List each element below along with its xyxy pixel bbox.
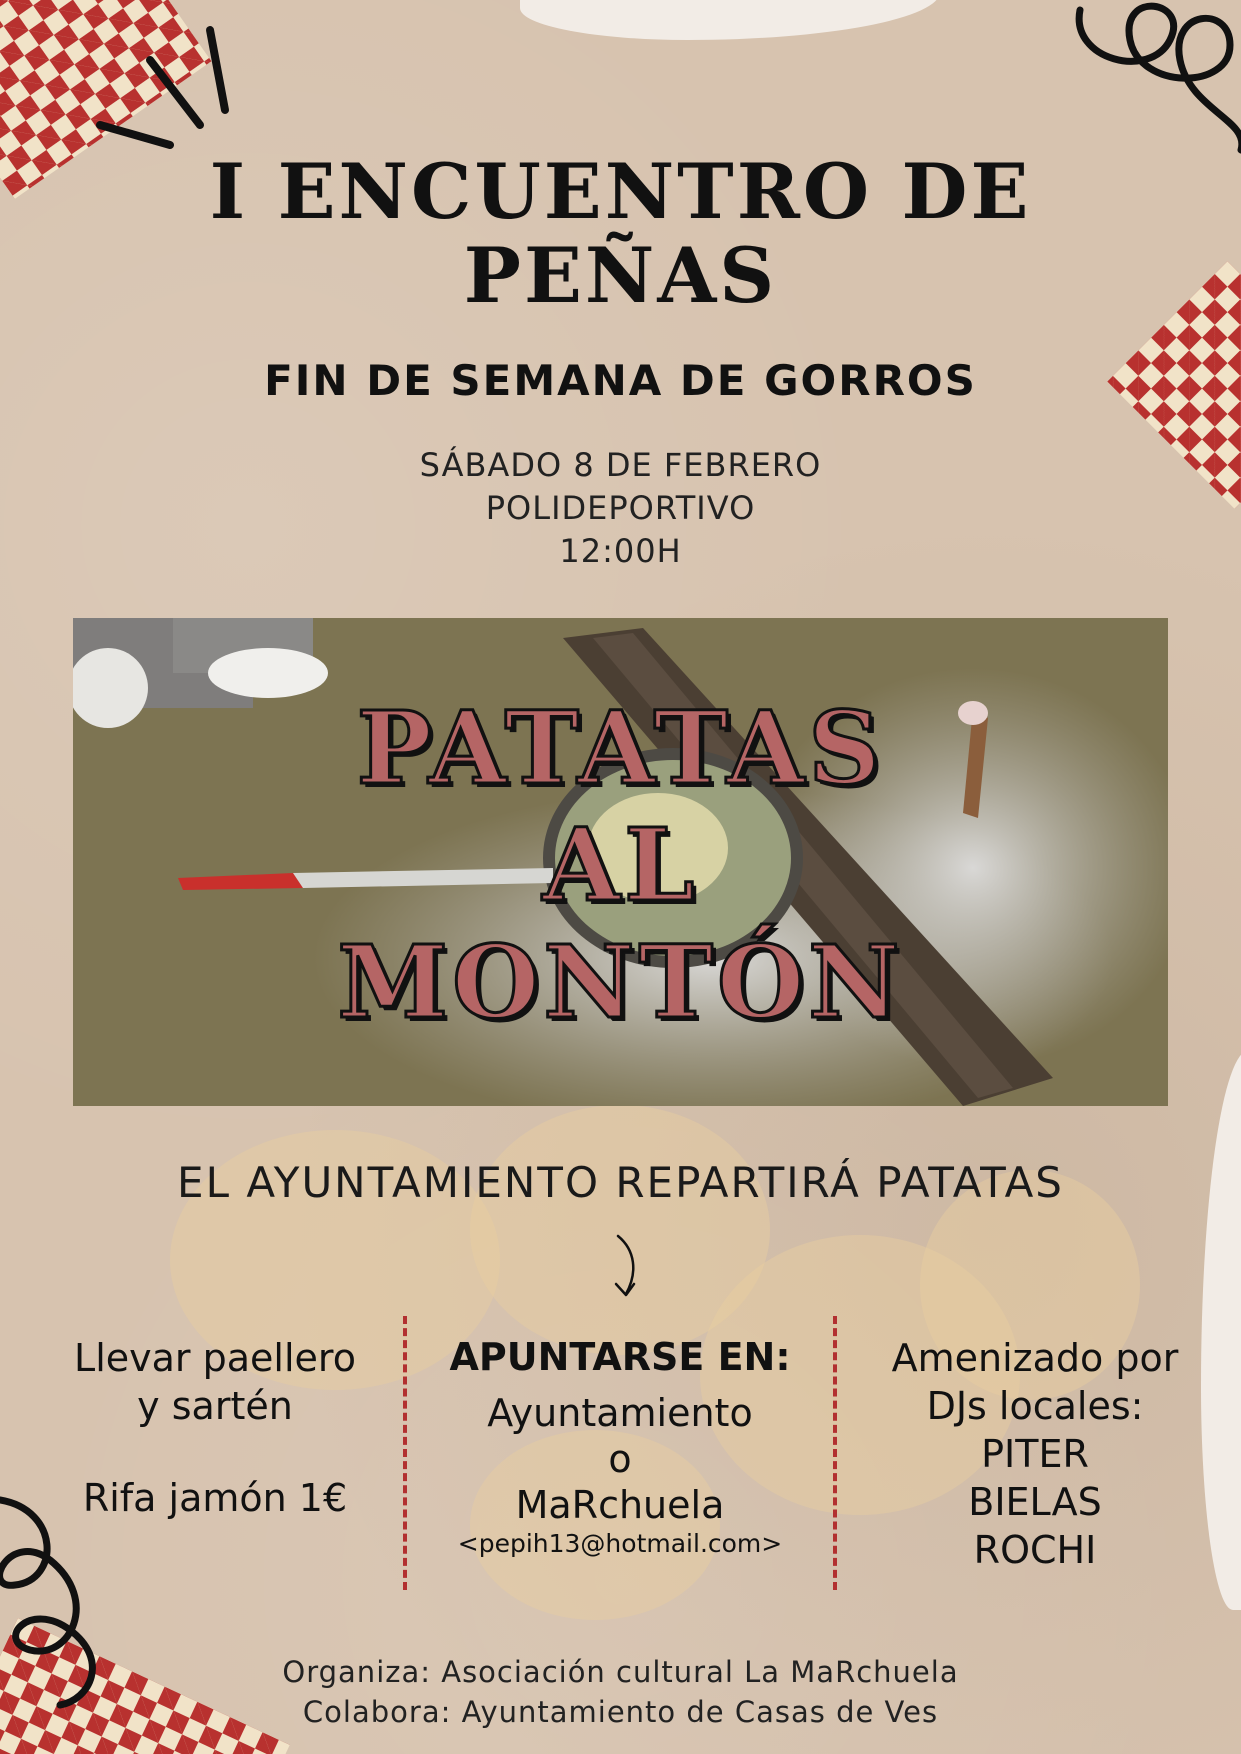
column-right <box>860 1334 1210 1574</box>
feature-line3: MONTÓN <box>337 923 904 1041</box>
column-left <box>60 1334 370 1522</box>
organizer-line: Organiza: Asociación cultural La MaRchuela <box>282 1655 959 1689</box>
feature-line1: PATATAS <box>356 689 885 807</box>
signup-places <box>410 1390 830 1528</box>
column-divider <box>403 1316 407 1590</box>
music-line1: Amenizado por <box>891 1336 1179 1380</box>
event-date: SÁBADO 8 DE FEBRERO <box>419 446 822 484</box>
signup-place-1: Ayuntamiento <box>487 1391 753 1435</box>
event-title <box>0 147 1241 320</box>
spacer <box>60 1430 370 1474</box>
event-subtitle: FIN DE SEMANA DE GORROS <box>264 356 977 405</box>
feature-line2: AL <box>542 806 699 924</box>
dj-name: ROCHI <box>973 1528 1097 1572</box>
title-line2: PEÑAS <box>463 231 778 320</box>
column-middle <box>410 1334 830 1560</box>
collaborator-line: Colabora: Ayuntamiento de Casas de Ves <box>302 1695 939 1729</box>
burst-lines-decoration <box>90 20 250 160</box>
music-line2: DJs locales: <box>926 1384 1144 1428</box>
event-place: POLIDEPORTIVO <box>485 489 756 527</box>
torn-paper-top <box>520 0 940 40</box>
dj-name: BIELAS <box>968 1480 1102 1524</box>
feature-title <box>73 690 1168 1041</box>
column-divider <box>833 1316 837 1590</box>
announcement: EL AYUNTAMIENTO REPARTIRÁ PATATAS <box>177 1158 1064 1207</box>
title-line1: I ENCUENTRO DE <box>209 147 1032 236</box>
signup-or: o <box>608 1437 632 1481</box>
signup-email[interactable]: <pepih13@hotmail.com> <box>457 1529 783 1558</box>
signup-heading: APUNTARSE EN: <box>449 1335 791 1379</box>
signup-place-2: MaRchuela <box>515 1483 725 1527</box>
event-time: 12:00H <box>559 532 682 570</box>
raffle-info: Rifa jamón 1€ <box>82 1476 348 1520</box>
curved-arrow-down-icon <box>610 1232 650 1302</box>
scribble-loops-decoration <box>1060 0 1241 170</box>
bring-pan-line1: Llevar paellero <box>74 1336 356 1380</box>
dj-name: PITER <box>981 1432 1089 1476</box>
event-info <box>0 444 1241 573</box>
footer-credits <box>0 1652 1241 1732</box>
bring-pan-line2: y sartén <box>137 1384 293 1428</box>
